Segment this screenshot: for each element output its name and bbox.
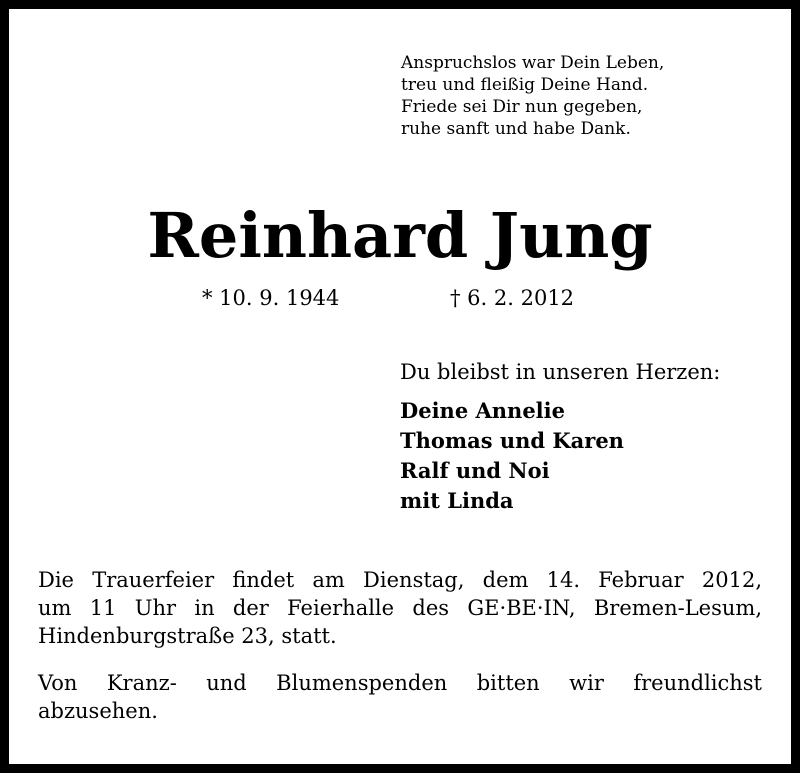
poem-line: treu und fleißig Deine Hand. [401, 75, 649, 95]
mourners-intro: Du bleibst in unseren Herzen: [400, 360, 721, 384]
death-date: † 6. 2. 2012 [450, 286, 575, 310]
poem-line: Anspruchslos war Dein Leben, [401, 53, 665, 73]
flowers-notice [38, 669, 762, 725]
birth-date: * 10. 9. 1944 [202, 286, 340, 310]
flowers-line: abzusehen. [38, 699, 158, 723]
mourner-name: Deine Annelie [400, 398, 565, 423]
service-line: Die Trauerfeier findet am Dienstag, dem 14. Februar 2012, [38, 568, 762, 592]
mourners-list [400, 396, 624, 516]
poem-line: Friede sei Dir nun gegeben, [401, 97, 643, 117]
mourner-name: Ralf und Noi [400, 458, 550, 483]
deceased-name: Reinhard Jung [147, 199, 653, 272]
poem-line: ruhe sanft und habe Dank. [401, 119, 631, 139]
flowers-line: Von Kranz- und Blumenspenden bitten wir freundlichst [38, 671, 762, 695]
service-line: Hindenburgstraße 23, statt. [38, 624, 337, 648]
mourner-name: mit Linda [400, 488, 514, 513]
poem [401, 52, 664, 140]
service-line: um 11 Uhr in der Feierhalle des GE·BE·IN, Bremen-Lesum, [38, 596, 762, 620]
mourner-name: Thomas und Karen [400, 428, 624, 453]
funeral-service-notice [38, 566, 762, 650]
